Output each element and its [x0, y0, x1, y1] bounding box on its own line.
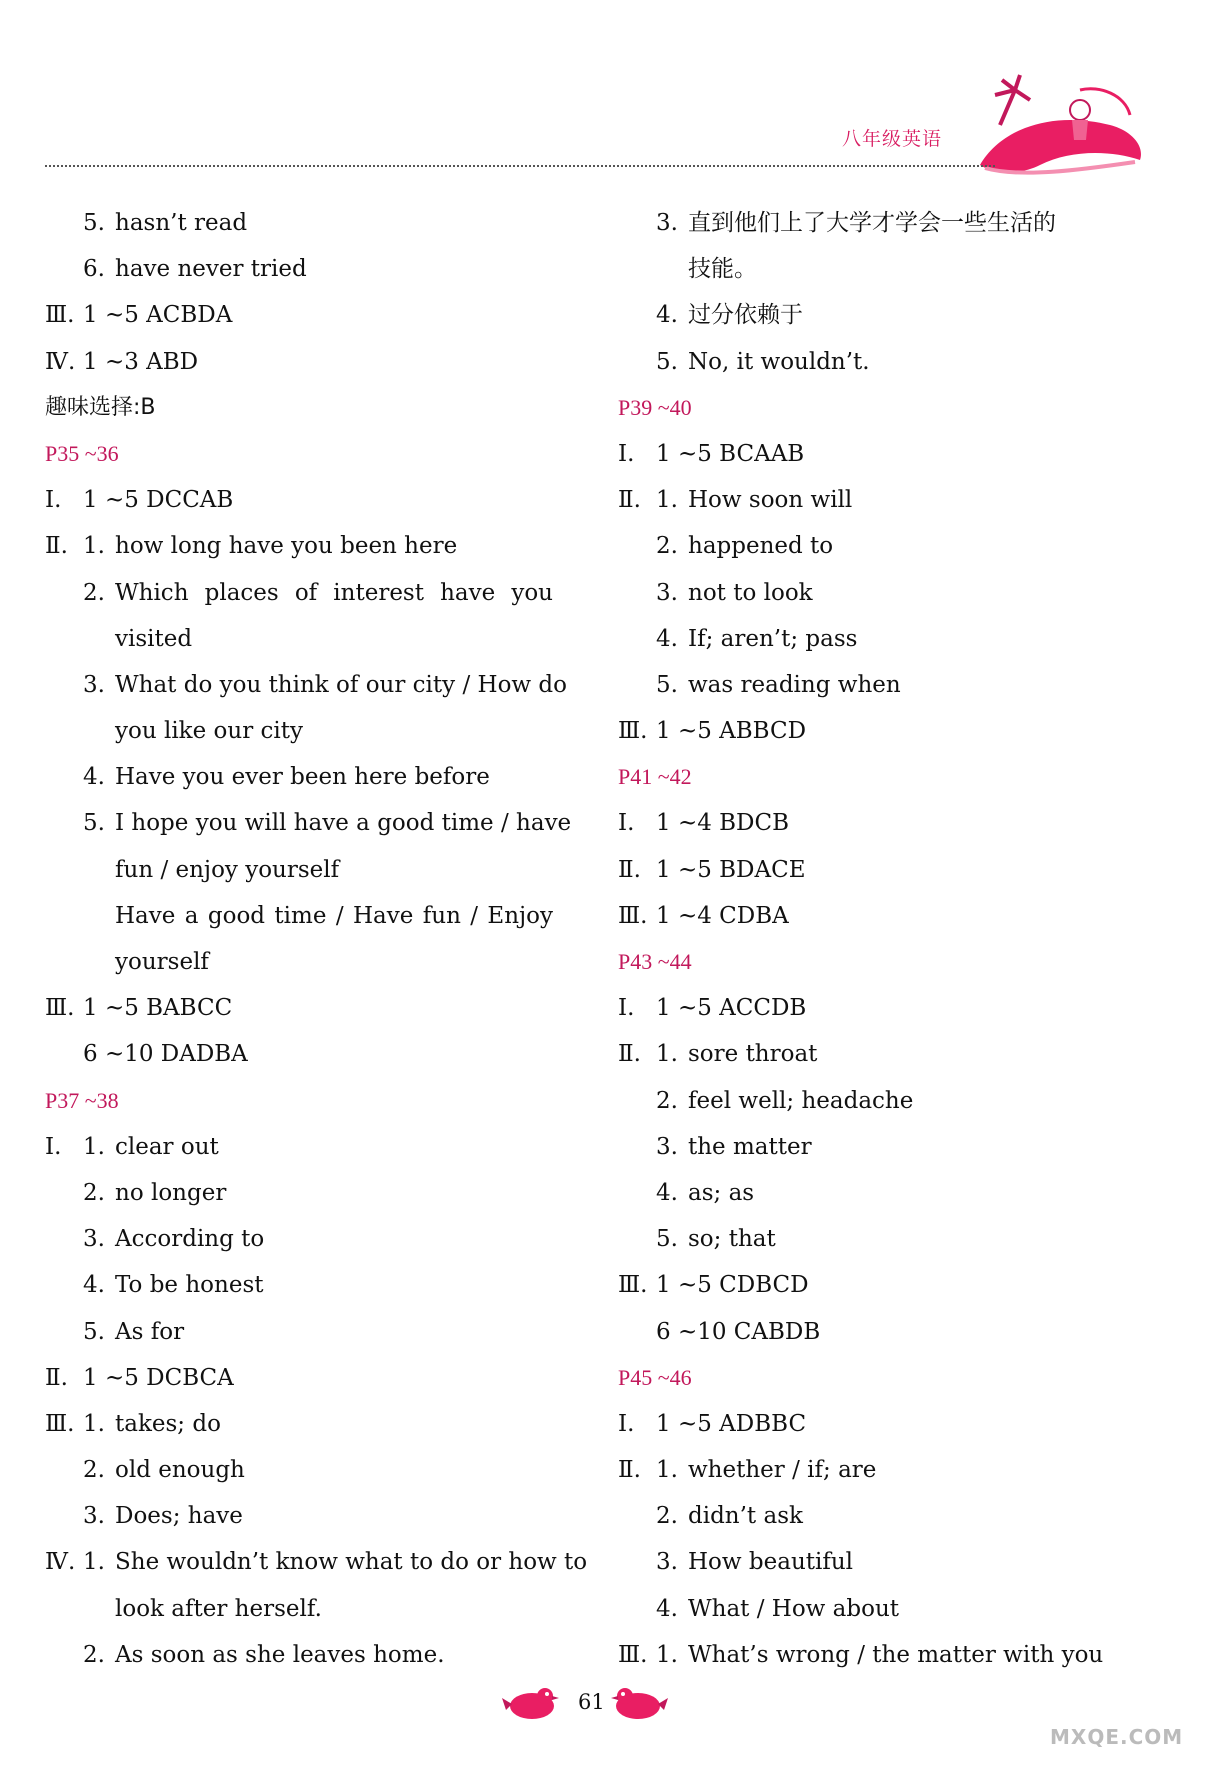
item-number: 5. [656, 348, 678, 375]
answer-line [618, 1309, 1178, 1355]
page-range-heading [618, 939, 1178, 985]
answer-text: 趣味选择:B [45, 394, 156, 420]
item-number: Ⅲ. [618, 1272, 648, 1299]
answer-text: didn’t ask [688, 1503, 803, 1530]
answer-line [618, 662, 1178, 708]
answer-line [45, 662, 575, 708]
answer-text: As soon as she leaves home. [115, 1641, 445, 1668]
item-number: 2. [83, 1641, 105, 1668]
answer-line [45, 1493, 575, 1539]
answer-line [45, 708, 575, 754]
bird-left-icon [500, 1682, 560, 1722]
answer-line [45, 616, 575, 662]
page-range-heading [618, 385, 1178, 431]
item-number: 2. [83, 1179, 105, 1206]
page-footer [0, 1680, 1222, 1730]
answer-line [618, 292, 1178, 338]
answer-text: 1 ~5 ADBBC [656, 1410, 807, 1437]
answer-text: 1 ~5 ACCDB [656, 995, 807, 1022]
item-number: 4. [83, 764, 105, 791]
answer-line [45, 1124, 575, 1170]
answer-text: clear out [115, 1133, 219, 1160]
answer-text: What do you think of our city / How do [115, 671, 567, 698]
item-number: 5. [656, 1226, 678, 1253]
answer-line [45, 1262, 575, 1308]
answer-line [618, 1031, 1178, 1077]
answer-text: no longer [115, 1179, 227, 1206]
answer-text: the matter [688, 1133, 812, 1160]
answer-text: 1 ~4 BDCB [656, 810, 790, 837]
item-number: Ⅰ. [618, 995, 635, 1022]
answer-text: 1 ~5 ABBCD [656, 718, 807, 745]
answer-line [618, 1447, 1178, 1493]
answer-text: As for [115, 1318, 185, 1345]
answer-line [618, 200, 1178, 246]
answer-line [618, 1216, 1178, 1262]
answer-text: you like our city [115, 718, 303, 745]
answer-text: takes; do [115, 1410, 221, 1437]
answer-line [618, 570, 1178, 616]
answer-line [45, 477, 575, 523]
answer-text: Does; have [115, 1503, 243, 1530]
answer-line [45, 847, 575, 893]
item-number: Ⅰ. [45, 487, 62, 514]
answer-text: Have you ever been here before [115, 764, 490, 791]
item-number: 4. [83, 1272, 105, 1299]
item-number: 6. [83, 256, 105, 283]
answer-line [45, 1216, 575, 1262]
answer-line [618, 708, 1178, 754]
answer-text: How beautiful [688, 1549, 854, 1576]
answer-line [45, 893, 575, 939]
answer-line [618, 1078, 1178, 1124]
answer-line [45, 1632, 575, 1678]
page-range-heading [45, 431, 575, 477]
item-number: Ⅳ. [45, 348, 76, 375]
item-number: 5. [83, 810, 105, 837]
answer-line [45, 292, 575, 338]
answer-text: hasn’t read [115, 210, 248, 236]
item-number: 4. [656, 625, 678, 652]
item-number: Ⅱ. [45, 1364, 68, 1391]
item-number: Ⅱ. [618, 1457, 641, 1484]
answer-text: 1 ~4 CDBA [656, 902, 789, 929]
left-column [45, 200, 588, 1678]
answer-text: how long have you been here [115, 533, 458, 560]
answer-line [45, 200, 575, 246]
answer-text: What / How about [688, 1595, 900, 1622]
item-number: 3. [656, 579, 678, 606]
page-range-heading [45, 1078, 575, 1124]
item-number: Ⅲ. [45, 1410, 75, 1437]
answer-line [45, 1586, 575, 1632]
surfer-mascot-illustration [960, 70, 1150, 180]
answer-text: According to [115, 1226, 265, 1253]
answer-text: To be honest [115, 1272, 264, 1299]
answer-text: P35 ~36 [45, 440, 119, 466]
answer-text: 直到他们上了大学才学会一些生活的 [688, 210, 1056, 236]
item-number: 2. [83, 1457, 105, 1484]
answer-line [45, 985, 575, 1031]
item-number: 1. [83, 533, 105, 560]
answer-line [618, 985, 1178, 1031]
answer-line [618, 1124, 1178, 1170]
item-number: 2. [656, 533, 678, 560]
answer-text: 1 ~3 ABD [83, 348, 199, 375]
answer-text: How soon will [688, 487, 853, 514]
item-number: Ⅱ. [618, 856, 641, 883]
answer-text: She wouldn’t know what to do or how to [115, 1549, 588, 1576]
item-number: 2. [83, 579, 105, 606]
answer-text: What’s wrong / the matter with you [688, 1641, 1104, 1668]
item-number: 3. [656, 210, 678, 236]
item-number: 5. [83, 1318, 105, 1345]
header-divider [45, 165, 995, 167]
answer-text: old enough [115, 1457, 245, 1484]
answer-line [45, 385, 575, 431]
answer-line [618, 1170, 1178, 1216]
answer-line [618, 893, 1178, 939]
answer-line [45, 1031, 575, 1077]
answer-text: feel well; headache [688, 1087, 914, 1114]
answer-text: have never tried [115, 256, 307, 283]
answer-line [618, 1493, 1178, 1539]
answer-text: 1 ~5 BABCC [83, 995, 233, 1022]
answer-line [45, 1447, 575, 1493]
answer-text: not to look [688, 579, 813, 606]
answer-text: 6 ~10 CABDB [656, 1318, 821, 1345]
answer-line [45, 800, 575, 846]
answer-line [45, 1539, 588, 1585]
answer-text: yourself [115, 949, 209, 975]
item-number: 3. [83, 1226, 105, 1253]
answer-line [618, 339, 1178, 385]
answer-text: 1 ~5 BDACE [656, 856, 806, 883]
item-number: Ⅲ. [618, 718, 648, 745]
answer-text: P45 ~46 [618, 1364, 692, 1390]
answer-line [618, 1262, 1178, 1308]
answer-line [618, 523, 1178, 569]
item-number: Ⅲ. [45, 995, 75, 1022]
item-number: 2. [656, 1503, 678, 1530]
answer-line [45, 1309, 575, 1355]
item-number: 1. [656, 1641, 678, 1668]
answer-text: If; aren’t; pass [688, 625, 858, 652]
item-number: 1. [83, 1549, 105, 1576]
answer-text: as; as [688, 1179, 755, 1206]
answer-line [618, 477, 1178, 523]
item-number: 1. [83, 1410, 105, 1437]
answer-text: Which places of interest have you [115, 579, 553, 606]
answer-line [45, 339, 575, 385]
item-number: 3. [656, 1549, 678, 1576]
item-number: 5. [656, 671, 678, 698]
item-number: 3. [656, 1133, 678, 1160]
answer-text: No, it wouldn’t. [688, 348, 870, 375]
item-number: 3. [83, 671, 105, 698]
answer-line [45, 1170, 575, 1216]
answer-text: fun / enjoy yourself [115, 856, 340, 883]
answer-line [45, 246, 575, 292]
item-number: 3. [83, 1503, 105, 1530]
answer-line [618, 431, 1178, 477]
answer-text: look after herself. [115, 1595, 322, 1622]
answer-line [618, 246, 1178, 292]
item-number: Ⅲ. [618, 1641, 648, 1668]
item-number: 4. [656, 302, 678, 329]
answer-line [618, 616, 1178, 662]
page-number: 61 [578, 1690, 605, 1714]
item-number: Ⅰ. [45, 1133, 62, 1160]
answer-line [618, 800, 1178, 846]
answer-text: whether / if; are [688, 1457, 877, 1484]
answer-line [45, 939, 575, 985]
item-number: 1. [656, 1457, 678, 1484]
answer-text: P37 ~38 [45, 1087, 119, 1113]
item-number: 4. [656, 1595, 678, 1622]
item-number: 4. [656, 1179, 678, 1206]
answer-text: happened to [688, 533, 834, 560]
item-number: Ⅲ. [618, 902, 648, 929]
answer-line [618, 1632, 1178, 1678]
item-number: Ⅳ. [45, 1549, 76, 1576]
bird-right-icon [610, 1682, 670, 1722]
answer-text: P39 ~40 [618, 394, 692, 420]
answer-line [618, 1539, 1178, 1585]
item-number: 2. [656, 1087, 678, 1114]
answer-line [45, 570, 575, 616]
answer-text: 技能。 [688, 256, 757, 283]
answer-line [45, 1401, 575, 1447]
answer-text: was reading when [688, 671, 901, 698]
item-number: 1. [656, 1041, 678, 1068]
page-range-heading [618, 754, 1178, 800]
item-number: 1. [656, 487, 678, 514]
answer-text: 6 ~10 DADBA [83, 1041, 248, 1068]
answer-text: I hope you will have a good time / have [115, 810, 572, 837]
answer-line [618, 847, 1178, 893]
item-number: Ⅰ. [618, 1410, 635, 1437]
page-range-heading [618, 1355, 1178, 1401]
answer-text: so; that [688, 1226, 776, 1253]
item-number: Ⅱ. [45, 533, 68, 560]
answer-text: P43 ~44 [618, 949, 692, 974]
answer-text: Have a good time / Have fun / Enjoy [115, 902, 553, 929]
item-number: Ⅲ. [45, 302, 75, 329]
answer-text: 过分依赖于 [688, 302, 803, 329]
answer-text: visited [115, 625, 193, 652]
item-number: 1. [83, 1133, 105, 1160]
item-number: Ⅱ. [618, 1041, 641, 1068]
answer-line [45, 754, 575, 800]
answer-text: P41 ~42 [618, 764, 692, 790]
answer-text: 1 ~5 DCCAB [83, 487, 234, 514]
answer-text: sore throat [688, 1041, 818, 1068]
answer-text: 1 ~5 ACBDA [83, 302, 233, 329]
answer-line [618, 1586, 1178, 1632]
answer-line [618, 1401, 1178, 1447]
item-number: 5. [83, 210, 105, 236]
item-number: Ⅰ. [618, 440, 635, 467]
item-number: Ⅱ. [618, 487, 641, 514]
answer-line [45, 523, 575, 569]
answer-text: 1 ~5 CDBCD [656, 1272, 809, 1299]
answer-text: 1 ~5 DCBCA [83, 1364, 234, 1391]
right-column [618, 200, 1178, 1678]
header-title: 八年级英语 [842, 128, 943, 150]
answer-text: 1 ~5 BCAAB [656, 440, 805, 467]
answer-line [45, 1355, 575, 1401]
item-number: Ⅰ. [618, 810, 635, 837]
watermark: MXQE.COM [1050, 1725, 1184, 1749]
